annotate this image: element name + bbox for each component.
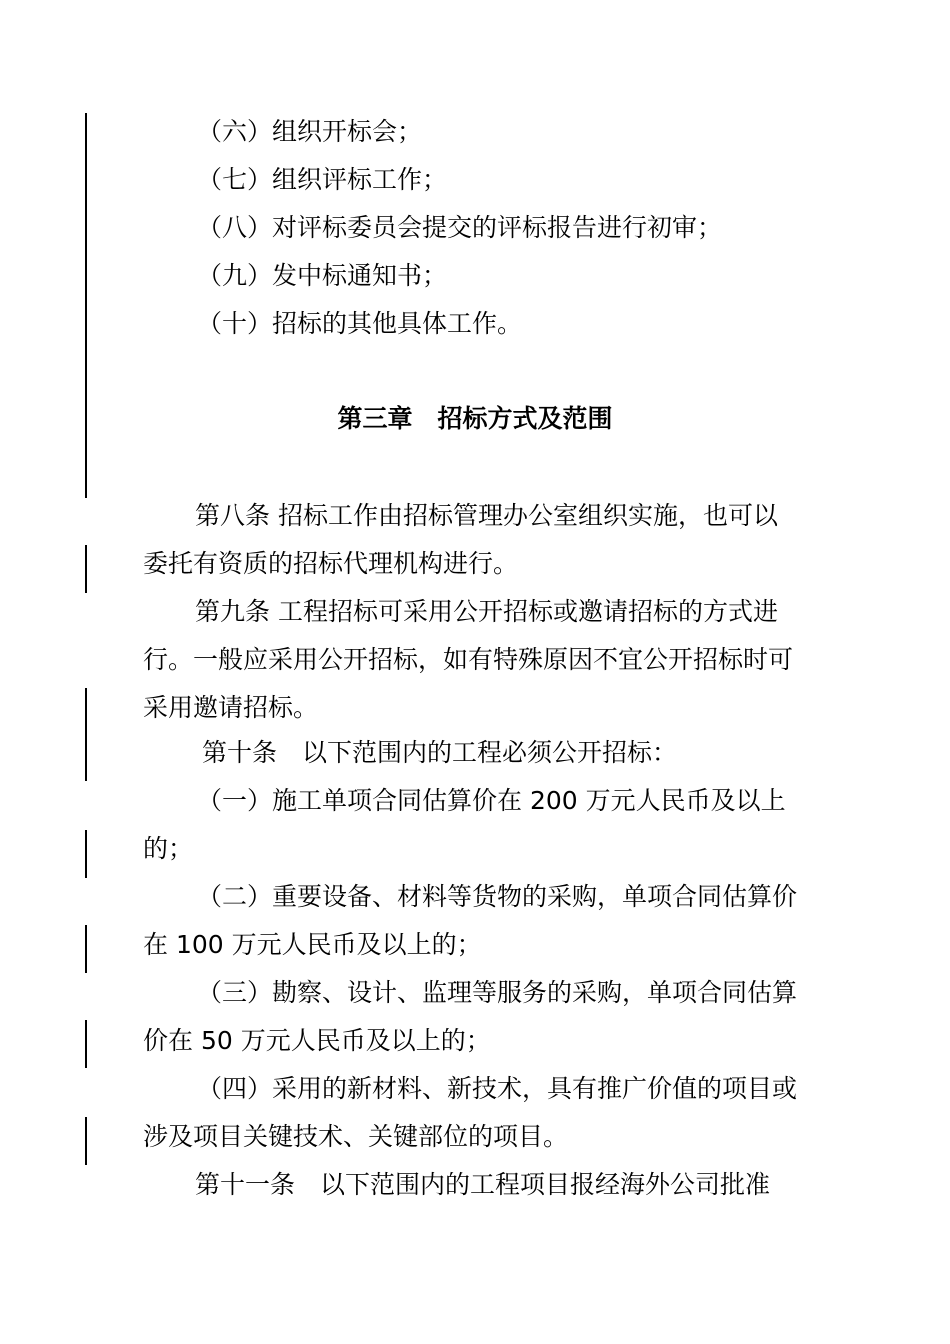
- article-10-item-3-line-1: （三）勘察、设计、监理等服务的采购，单项合同估算: [197, 978, 798, 1007]
- article-10-item-3-line-2: 价在 50 万元人民币及以上的；: [143, 1026, 491, 1055]
- revision-bar: [85, 1117, 87, 1165]
- list-item: （十）招标的其他具体工作。: [197, 309, 523, 338]
- article-10-item-4-line-2: 涉及项目关键技术、关键部位的项目。: [143, 1122, 569, 1151]
- list-item: （七）组织评标工作；: [197, 165, 448, 194]
- list-item: （九）发中标通知书；: [197, 261, 448, 290]
- article-10-item-2-line-2: 在 100 万元人民币及以上的；: [143, 930, 482, 959]
- revision-bar: [85, 830, 87, 878]
- article-8-line-2: 委托有资质的招标代理机构进行。: [143, 549, 519, 578]
- chapter-heading: 第三章 招标方式及范围: [337, 404, 613, 433]
- article-9-line-1: 第九条 工程招标可采用公开招标或邀请招标的方式进: [195, 597, 778, 626]
- article-8-line-1: 第八条 招标工作由招标管理办公室组织实施，也可以: [195, 501, 778, 530]
- list-item: （六）组织开标会；: [197, 117, 423, 146]
- article-9-line-3: 采用邀请招标。: [143, 693, 319, 722]
- article-9-line-2: 行。一般应采用公开招标，如有特殊原因不宜公开招标时可: [143, 645, 794, 674]
- article-10-item-2-line-1: （二）重要设备、材料等货物的采购，单项合同估算价: [197, 882, 798, 911]
- article-10-item-1-line-2: 的；: [143, 834, 194, 863]
- revision-bar: [85, 925, 87, 973]
- article-10-item-4-line-1: （四）采用的新材料、新技术，具有推广价值的项目或: [197, 1074, 798, 1103]
- list-item: （八）对评标委员会提交的评标报告进行初审；: [197, 213, 723, 242]
- article-10-item-1-line-1: （一）施工单项合同估算价在 200 万元人民币及以上: [197, 786, 786, 815]
- revision-bar: [85, 545, 87, 593]
- article-10-intro: 第十条 以下范围内的工程必须公开招标：: [202, 738, 678, 767]
- revision-bar: [85, 1020, 87, 1068]
- article-11-line-1: 第十一条 以下范围内的工程项目报经海外公司批准: [195, 1170, 771, 1199]
- revision-bar: [85, 113, 87, 498]
- revision-bar: [85, 688, 87, 781]
